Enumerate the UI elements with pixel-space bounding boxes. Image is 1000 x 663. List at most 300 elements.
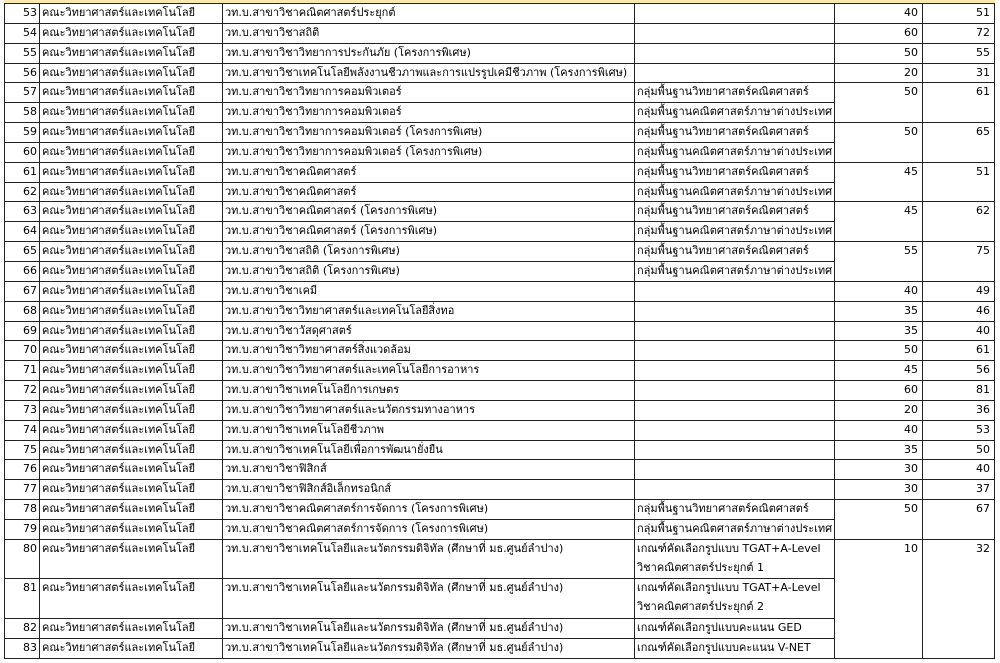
value-2-cell	[923, 44, 994, 63]
faculty-text: คณะวิทยาศาสตร์และเทคโนโลยี	[42, 422, 196, 436]
program-cell	[223, 579, 634, 618]
group-text: วิชาคณิตศาสตร์ประยุกต์ 2	[637, 600, 764, 614]
row-number-cell	[5, 460, 39, 479]
value-1-cell	[835, 381, 922, 400]
program-text: วท.บ.สาขาวิชาคณิตศาสตร์	[225, 164, 357, 178]
group-cell	[635, 619, 834, 638]
group-text: กลุ่มพื้นฐานคณิตศาสตร์ภาษาต่างประเทศ	[637, 184, 833, 198]
group-cell	[635, 103, 834, 122]
value-2-cell	[923, 24, 994, 43]
program-text: วท.บ.สาขาวิชาวิทยาการประกันภัย (โครงการพิเศษ)	[225, 45, 471, 59]
faculty-cell	[40, 83, 222, 102]
group-cell	[635, 500, 834, 519]
faculty-text: คณะวิทยาศาสตร์และเทคโนโลยี	[42, 224, 196, 238]
value-2-text: 31	[976, 65, 990, 79]
program-cell	[223, 480, 634, 499]
row-number-cell	[5, 341, 39, 360]
row-number-cell	[5, 64, 39, 83]
faculty-cell	[40, 500, 222, 519]
row-number-cell	[5, 143, 39, 162]
row-number-text: 75	[23, 442, 37, 456]
value-1-text: 30	[904, 462, 918, 476]
row-number-cell	[5, 242, 39, 261]
faculty-cell	[40, 222, 222, 241]
row-number-cell	[5, 83, 39, 102]
value-1-cell	[835, 202, 922, 241]
value-2-cell	[923, 460, 994, 479]
value-1-cell	[835, 4, 922, 23]
group-cell	[635, 64, 834, 83]
row-number-cell	[5, 4, 39, 23]
group-text: กลุ่มพื้นฐานคณิตศาสตร์ภาษาต่างประเทศ	[637, 224, 833, 238]
program-cell	[223, 143, 634, 162]
program-cell	[223, 44, 634, 63]
value-1-cell	[835, 123, 922, 162]
value-1-cell	[835, 401, 922, 420]
value-1-cell	[835, 480, 922, 499]
value-2-cell	[923, 480, 994, 499]
program-cell	[223, 302, 634, 321]
program-text: วท.บ.สาขาวิชาวิทยาการคอมพิวเตอร์ (โครงการพิเศษ)	[225, 144, 483, 158]
faculty-cell	[40, 480, 222, 499]
row-number-text: 62	[23, 184, 37, 198]
row-number-text: 69	[23, 323, 37, 337]
value-1-text: 35	[904, 442, 918, 456]
row-number-cell	[5, 163, 39, 182]
value-2-text: 55	[976, 45, 990, 59]
row-number-text: 59	[23, 125, 37, 139]
value-1-cell	[835, 540, 922, 658]
value-1-text: 50	[904, 85, 918, 99]
value-2-cell	[923, 381, 994, 400]
value-2-cell	[923, 361, 994, 380]
value-2-text: 61	[976, 343, 990, 357]
group-cell	[635, 242, 834, 261]
program-cell	[223, 322, 634, 341]
faculty-cell	[40, 262, 222, 281]
program-text: วท.บ.สาขาวิชาเทคโนโลยีเพื่อการพัฒนายั่งยืน	[225, 442, 443, 456]
faculty-text: คณะวิทยาศาสตร์และเทคโนโลยี	[42, 125, 196, 139]
program-text: วท.บ.สาขาวิชาคณิตศาสตร์ประยุกต์	[225, 6, 396, 19]
row-number-cell	[5, 500, 39, 519]
faculty-cell	[40, 302, 222, 321]
row-number-text: 81	[23, 581, 37, 595]
program-cell	[223, 242, 634, 261]
group-cell	[635, 163, 834, 182]
row-number-cell	[5, 381, 39, 400]
program-cell	[223, 282, 634, 301]
value-2-text: 37	[976, 482, 990, 496]
faculty-cell	[40, 202, 222, 221]
row-number-cell	[5, 302, 39, 321]
faculty-text: คณะวิทยาศาสตร์และเทคโนโลยี	[42, 402, 196, 416]
program-text: วท.บ.สาขาวิชาเทคโนโลยีและนวัตกรรมดิจิทัล (ศึกษาที่ มธ.ศูนย์ลำปาง)	[225, 621, 564, 635]
value-1-text: 60	[904, 383, 918, 397]
program-text: วท.บ.สาขาวิชาคณิตศาสตร์การจัดการ (โครงการพิเศษ)	[225, 502, 489, 516]
faculty-cell	[40, 143, 222, 162]
value-1-cell	[835, 163, 922, 202]
group-cell	[635, 460, 834, 479]
faculty-text: คณะวิทยาศาสตร์และเทคโนโลยี	[42, 462, 196, 476]
value-2-cell	[923, 163, 994, 202]
group-cell	[635, 4, 834, 23]
value-1-text: 45	[904, 363, 918, 377]
group-text: กลุ่มพื้นฐานวิทยาศาสตร์คณิตศาสตร์	[637, 125, 809, 139]
faculty-cell	[40, 183, 222, 202]
group-text: กลุ่มพื้นฐานวิทยาศาสตร์คณิตศาสตร์	[637, 85, 809, 99]
faculty-text: คณะวิทยาศาสตร์และเทคโนโลยี	[42, 164, 196, 178]
faculty-text: คณะวิทยาศาสตร์และเทคโนโลยี	[42, 621, 196, 635]
value-1-cell	[835, 282, 922, 301]
value-2-text: 36	[976, 402, 990, 416]
value-1-text: 60	[904, 25, 918, 39]
value-2-text: 62	[976, 204, 990, 218]
program-text: วท.บ.สาขาวิชาสถิติ (โครงการพิเศษ)	[225, 263, 400, 277]
program-text: วท.บ.สาขาวิชาวิทยาศาสตร์และเทคโนโลยีสิ่งทอ	[225, 303, 455, 317]
value-1-cell	[835, 441, 922, 460]
row-number-cell	[5, 540, 39, 579]
value-1-text: 40	[904, 283, 918, 297]
value-2-text: 53	[976, 422, 990, 436]
value-2-cell	[923, 441, 994, 460]
program-text: วท.บ.สาขาวิชาเคมี	[225, 283, 318, 297]
value-2-cell	[923, 302, 994, 321]
faculty-text: คณะวิทยาศาสตร์และเทคโนโลยี	[42, 25, 196, 39]
value-1-text: 30	[904, 482, 918, 496]
faculty-text: คณะวิทยาศาสตร์และเทคโนโลยี	[42, 85, 196, 99]
group-text: เกณฑ์คัดเลือกรูปแบบ TGAT+A-Level	[637, 581, 821, 595]
row-number-text: 67	[23, 283, 37, 297]
value-2-text: 61	[976, 85, 990, 99]
group-cell	[635, 222, 834, 241]
faculty-text: คณะวิทยาศาสตร์และเทคโนโลยี	[42, 343, 196, 357]
group-cell	[635, 262, 834, 281]
row-number-text: 76	[23, 462, 37, 476]
program-text: วท.บ.สาขาวิชาคณิตศาสตร์ (โครงการพิเศษ)	[225, 224, 438, 238]
row-number-text: 57	[23, 85, 37, 99]
group-cell	[635, 183, 834, 202]
program-cell	[223, 361, 634, 380]
value-2-cell	[923, 242, 994, 281]
row-number-text: 60	[23, 144, 37, 158]
value-2-cell	[923, 202, 994, 241]
group-cell	[635, 639, 834, 658]
row-number-cell	[5, 322, 39, 341]
group-text: กลุ่มพื้นฐานคณิตศาสตร์ภาษาต่างประเทศ	[637, 263, 833, 277]
row-number-cell	[5, 262, 39, 281]
group-cell	[635, 83, 834, 102]
value-1-text: 10	[904, 541, 918, 555]
program-cell	[223, 64, 634, 83]
program-cell	[223, 540, 634, 579]
value-1-text: 55	[904, 244, 918, 258]
group-text: วิชาคณิตศาสตร์ประยุกต์ 1	[637, 560, 764, 574]
value-1-cell	[835, 302, 922, 321]
faculty-cell	[40, 381, 222, 400]
faculty-cell	[40, 421, 222, 440]
row-number-text: 73	[23, 402, 37, 416]
value-2-cell	[923, 83, 994, 122]
row-number-cell	[5, 619, 39, 638]
value-2-text: 81	[976, 383, 990, 397]
program-cell	[223, 460, 634, 479]
value-2-text: 56	[976, 363, 990, 377]
value-2-cell	[923, 540, 994, 658]
value-1-cell	[835, 322, 922, 341]
row-number-text: 70	[23, 343, 37, 357]
value-1-text: 40	[904, 6, 918, 19]
program-text: วท.บ.สาขาวิชาฟิสิกส์อิเล็กทรอนิกส์	[225, 482, 392, 496]
row-number-text: 68	[23, 303, 37, 317]
group-cell	[635, 381, 834, 400]
faculty-cell	[40, 460, 222, 479]
value-1-cell	[835, 341, 922, 360]
row-number-text: 77	[23, 482, 37, 496]
faculty-cell	[40, 24, 222, 43]
value-2-text: 65	[976, 125, 990, 139]
row-number-cell	[5, 103, 39, 122]
program-cell	[223, 83, 634, 102]
row-number-text: 63	[23, 204, 37, 218]
faculty-cell	[40, 401, 222, 420]
row-number-cell	[5, 639, 39, 658]
faculty-cell	[40, 540, 222, 579]
faculty-cell	[40, 44, 222, 63]
faculty-text: คณะวิทยาศาสตร์และเทคโนโลยี	[42, 502, 196, 516]
group-text: กลุ่มพื้นฐานคณิตศาสตร์ภาษาต่างประเทศ	[637, 105, 833, 119]
row-number-cell	[5, 401, 39, 420]
faculty-cell	[40, 322, 222, 341]
program-text: วท.บ.สาขาวิชาเทคโนโลยีและนวัตกรรมดิจิทัล (ศึกษาที่ มธ.ศูนย์ลำปาง)	[225, 541, 564, 555]
program-cell	[223, 441, 634, 460]
value-2-text: 50	[976, 442, 990, 456]
faculty-text: คณะวิทยาศาสตร์และเทคโนโลยี	[42, 303, 196, 317]
row-number-text: 80	[23, 541, 37, 555]
faculty-text: คณะวิทยาศาสตร์และเทคโนโลยี	[42, 521, 196, 535]
program-cell	[223, 183, 634, 202]
program-cell	[223, 639, 634, 658]
program-text: วท.บ.สาขาวิชาวิทยาการคอมพิวเตอร์	[225, 85, 402, 99]
faculty-text: คณะวิทยาศาสตร์และเทคโนโลยี	[42, 641, 196, 654]
row-number-text: 56	[23, 65, 37, 79]
group-text: กลุ่มพื้นฐานวิทยาศาสตร์คณิตศาสตร์	[637, 502, 809, 516]
group-text: กลุ่มพื้นฐานวิทยาศาสตร์คณิตศาสตร์	[637, 244, 809, 258]
value-2-cell	[923, 282, 994, 301]
faculty-cell	[40, 441, 222, 460]
group-cell	[635, 579, 834, 618]
row-number-cell	[5, 202, 39, 221]
faculty-text: คณะวิทยาศาสตร์และเทคโนโลยี	[42, 45, 196, 59]
row-number-cell	[5, 441, 39, 460]
row-number-text: 55	[23, 45, 37, 59]
group-cell	[635, 401, 834, 420]
value-1-text: 50	[904, 45, 918, 59]
faculty-text: คณะวิทยาศาสตร์และเทคโนโลยี	[42, 581, 196, 595]
program-text: วท.บ.สาขาวิชาสถิติ	[225, 25, 320, 39]
program-text: วท.บ.สาขาวิชาเทคโนโลยีชีวภาพ	[225, 422, 385, 436]
program-text: วท.บ.สาขาวิชาฟิสิกส์	[225, 462, 327, 476]
group-cell	[635, 341, 834, 360]
row-number-cell	[5, 282, 39, 301]
faculty-cell	[40, 242, 222, 261]
group-cell	[635, 44, 834, 63]
faculty-text: คณะวิทยาศาสตร์และเทคโนโลยี	[42, 363, 196, 377]
faculty-text: คณะวิทยาศาสตร์และเทคโนโลยี	[42, 6, 196, 19]
value-1-text: 50	[904, 343, 918, 357]
faculty-text: คณะวิทยาศาสตร์และเทคโนโลยี	[42, 442, 196, 456]
row-number-text: 61	[23, 164, 37, 178]
group-cell	[635, 421, 834, 440]
program-cell	[223, 619, 634, 638]
group-cell	[635, 282, 834, 301]
program-text: วท.บ.สาขาวิชาวิทยาศาสตร์และนวัตกรรมทางอาหาร	[225, 402, 476, 416]
row-number-text: 79	[23, 521, 37, 535]
row-number-text: 72	[23, 383, 37, 397]
group-text: เกณฑ์คัดเลือกรูปแบบคะแนน V-NET	[637, 641, 811, 654]
group-cell	[635, 302, 834, 321]
value-2-text: 72	[976, 25, 990, 39]
value-1-text: 45	[904, 164, 918, 178]
row-number-text: 53	[23, 6, 37, 19]
value-1-cell	[835, 460, 922, 479]
program-text: วท.บ.สาขาวิชาคณิตศาสตร์การจัดการ (โครงการพิเศษ)	[225, 521, 489, 535]
row-number-cell	[5, 520, 39, 539]
value-2-cell	[923, 64, 994, 83]
row-number-cell	[5, 361, 39, 380]
program-text: วท.บ.สาขาวิชาเทคโนโลยีการเกษตร	[225, 383, 400, 397]
faculty-text: คณะวิทยาศาสตร์และเทคโนโลยี	[42, 244, 196, 258]
group-cell	[635, 361, 834, 380]
row-number-text: 54	[23, 25, 37, 39]
row-number-text: 78	[23, 502, 37, 516]
value-2-cell	[923, 421, 994, 440]
value-2-text: 67	[976, 502, 990, 516]
value-1-cell	[835, 44, 922, 63]
results-table	[4, 3, 995, 659]
faculty-cell	[40, 361, 222, 380]
value-1-cell	[835, 83, 922, 122]
program-cell	[223, 262, 634, 281]
value-1-cell	[835, 361, 922, 380]
value-2-text: 51	[976, 6, 990, 19]
program-cell	[223, 520, 634, 539]
faculty-cell	[40, 579, 222, 618]
value-1-text: 40	[904, 422, 918, 436]
group-text: กลุ่มพื้นฐานวิทยาศาสตร์คณิตศาสตร์	[637, 204, 809, 218]
program-cell	[223, 123, 634, 142]
faculty-cell	[40, 619, 222, 638]
row-number-text: 74	[23, 422, 37, 436]
group-cell	[635, 480, 834, 499]
row-number-cell	[5, 44, 39, 63]
group-cell	[635, 24, 834, 43]
group-cell	[635, 143, 834, 162]
program-cell	[223, 24, 634, 43]
row-number-text: 82	[23, 621, 37, 635]
group-cell	[635, 322, 834, 341]
faculty-cell	[40, 639, 222, 658]
program-text: วท.บ.สาขาวิชาวิทยาการคอมพิวเตอร์	[225, 105, 402, 119]
program-cell	[223, 421, 634, 440]
program-text: วท.บ.สาขาวิชาเทคโนโลยีและนวัตกรรมดิจิทัล (ศึกษาที่ มธ.ศูนย์ลำปาง)	[225, 581, 564, 595]
row-number-text: 71	[23, 363, 37, 377]
program-text: วท.บ.สาขาวิชาคณิตศาสตร์ (โครงการพิเศษ)	[225, 204, 438, 218]
group-text: กลุ่มพื้นฐานวิทยาศาสตร์คณิตศาสตร์	[637, 164, 809, 178]
row-number-text: 66	[23, 263, 37, 277]
program-cell	[223, 4, 634, 23]
faculty-cell	[40, 341, 222, 360]
value-1-text: 35	[904, 303, 918, 317]
value-2-text: 40	[976, 462, 990, 476]
program-text: วท.บ.สาขาวิชาวิทยาศาสตร์และเทคโนโลยีการอาหาร	[225, 363, 480, 377]
row-number-cell	[5, 480, 39, 499]
group-cell	[635, 540, 834, 579]
value-2-text: 46	[976, 303, 990, 317]
row-number-text: 64	[23, 224, 37, 238]
program-cell	[223, 163, 634, 182]
value-2-text: 51	[976, 164, 990, 178]
value-1-text: 20	[904, 402, 918, 416]
value-2-cell	[923, 401, 994, 420]
value-2-text: 75	[976, 244, 990, 258]
value-2-cell	[923, 500, 994, 539]
program-text: วท.บ.สาขาวิชาคณิตศาสตร์	[225, 184, 357, 198]
value-1-cell	[835, 500, 922, 539]
faculty-text: คณะวิทยาศาสตร์และเทคโนโลยี	[42, 541, 196, 555]
value-2-cell	[923, 322, 994, 341]
faculty-text: คณะวิทยาศาสตร์และเทคโนโลยี	[42, 65, 196, 79]
value-1-text: 50	[904, 502, 918, 516]
faculty-cell	[40, 64, 222, 83]
faculty-cell	[40, 520, 222, 539]
program-text: วท.บ.สาขาวิชาวิทยาศาสตร์สิ่งแวดล้อม	[225, 343, 411, 357]
value-1-text: 45	[904, 204, 918, 218]
value-1-cell	[835, 64, 922, 83]
value-2-cell	[923, 123, 994, 162]
row-number-cell	[5, 183, 39, 202]
faculty-text: คณะวิทยาศาสตร์และเทคโนโลยี	[42, 105, 196, 119]
value-2-text: 49	[976, 283, 990, 297]
faculty-text: คณะวิทยาศาสตร์และเทคโนโลยี	[42, 323, 196, 337]
value-2-cell	[923, 341, 994, 360]
faculty-cell	[40, 282, 222, 301]
faculty-text: คณะวิทยาศาสตร์และเทคโนโลยี	[42, 482, 196, 496]
group-text: กลุ่มพื้นฐานคณิตศาสตร์ภาษาต่างประเทศ	[637, 521, 833, 535]
program-cell	[223, 202, 634, 221]
row-number-cell	[5, 421, 39, 440]
row-number-cell	[5, 579, 39, 618]
value-2-text: 40	[976, 323, 990, 337]
group-cell	[635, 441, 834, 460]
value-1-cell	[835, 421, 922, 440]
program-cell	[223, 341, 634, 360]
program-cell	[223, 103, 634, 122]
value-2-text: 32	[976, 541, 990, 555]
faculty-cell	[40, 103, 222, 122]
program-text: วท.บ.สาขาวิชาสถิติ (โครงการพิเศษ)	[225, 244, 400, 258]
program-text: วท.บ.สาขาวิชาเทคโนโลยีและนวัตกรรมดิจิทัล (ศึกษาที่ มธ.ศูนย์ลำปาง)	[225, 641, 564, 654]
program-text: วท.บ.สาขาวิชาเทคโนโลยีพลังงานชีวภาพและการแปรรูปเคมีชีวภาพ (โครงการพิเศษ)	[225, 65, 628, 79]
row-number-cell	[5, 24, 39, 43]
value-1-cell	[835, 24, 922, 43]
faculty-text: คณะวิทยาศาสตร์และเทคโนโลยี	[42, 383, 196, 397]
faculty-cell	[40, 123, 222, 142]
faculty-cell	[40, 163, 222, 182]
value-1-text: 35	[904, 323, 918, 337]
program-cell	[223, 381, 634, 400]
group-cell	[635, 123, 834, 142]
group-text: เกณฑ์คัดเลือกรูปแบบ TGAT+A-Level	[637, 541, 821, 555]
